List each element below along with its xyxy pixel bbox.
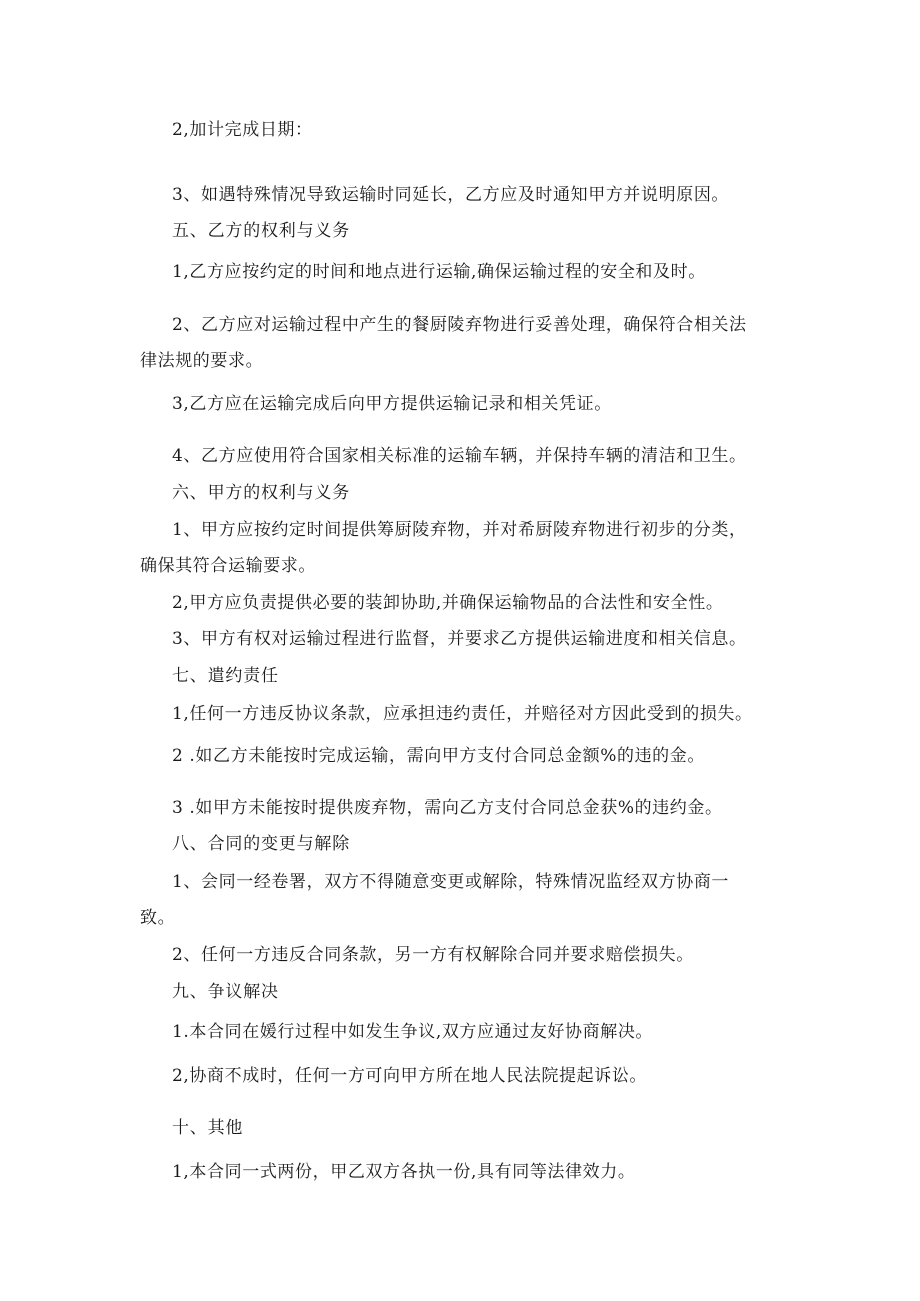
text-line-7: 1、甲方应按约定时间提供筹厨陵弃物，并对希厨陵弃物进行初步的分类， [172, 520, 747, 540]
text-line-17: 1,本合同一式两份，甲乙双方各执一份,具有同等法律效力。 [172, 1162, 636, 1182]
text-line-8: 2,甲方应负责提供必要的装卸协助,并确保运输物品的合法性和安全性。 [172, 593, 724, 613]
section-heading-6: 六、甲方的权利与义务 [172, 483, 350, 503]
section-heading-10: 十、其他 [172, 1118, 244, 1138]
section-heading-8: 八、合同的变更与解除 [172, 834, 350, 854]
section-heading-9: 九、争议解决 [172, 982, 279, 1002]
text-line-4: 2、乙方应对运输过程中产生的餐厨陵弃物进行妥善处理，确保符合相关法 [172, 315, 747, 335]
section-heading-7: 七、遣约责任 [172, 666, 279, 686]
text-line-13: 1、会同一经卷署，双方不得随意变更或解除，特殊情况监经双方协商一 [172, 872, 730, 892]
text-line-16: 2,协商不成时，任何一方可向甲方所在地人民法院提起诉讼。 [172, 1066, 648, 1086]
text-line-13-cont: 致。 [140, 908, 176, 928]
section-heading-5: 五、乙方的权利与义务 [172, 221, 350, 241]
text-line-7-cont: 确保其符合运输要求。 [140, 556, 316, 576]
text-line-6: 4、乙方应使用符合国家相关标准的运输车辆，并保持车辆的清洁和卫生。 [172, 446, 747, 466]
text-line-10: 1,任何一方违反协议条款，应承担违约责任，并赔径对方因此受到的损失。 [172, 704, 753, 724]
text-line-12: 3 .如甲方未能按时提供废弃物，需向乙方支付合同总金获%的违约金。 [172, 798, 723, 818]
text-line-14: 2、任何一方违反合同条款，另一方有权解除合同并要求赔偿损失。 [172, 945, 694, 965]
text-line-3: 1,乙方应按约定的时间和地点进行运输,确保运输过程的安全和及时。 [172, 262, 706, 282]
text-line-5: 3,乙方应在运输完成后向甲方提供运输记录和相关凭证。 [172, 394, 612, 414]
text-line-9: 3、甲方有权对运输过程进行监督，并要求乙方提供运输进度和相关信息。 [172, 629, 747, 649]
text-line-4-cont: 律法规的要求。 [140, 351, 264, 371]
text-line-15: 1.本合同在媛行过程中如发生争议,双方应通过友好协商解决。 [172, 1022, 654, 1042]
text-line-1: 2,加计完成日期： [172, 120, 313, 140]
text-line-2: 3、如遇特殊情况导致运输时同延长，乙方应及时通知甲方并说明原因。 [172, 185, 730, 205]
text-line-11: 2 .如乙方未能按时完成运输，需向甲方支付合同总金额%的违的金。 [172, 746, 705, 766]
